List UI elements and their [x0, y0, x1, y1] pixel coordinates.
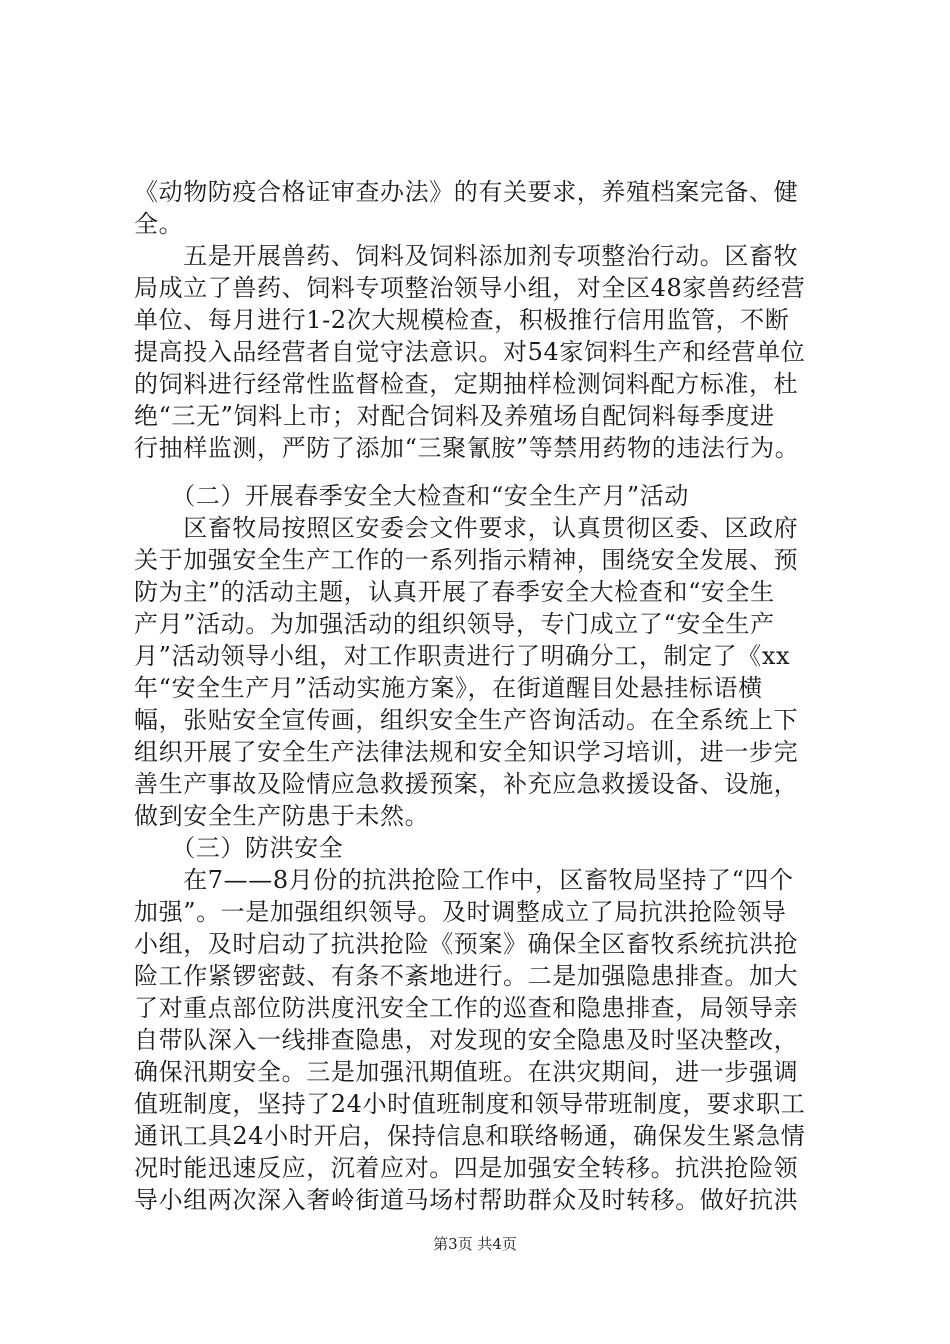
- text-line: 小组，及时启动了抗洪抢险《预案》确保全区畜牧系统抗洪抢: [134, 930, 799, 958]
- text-line: 年“安全生产月”活动实施方案》，在街道醒目处悬挂标语横: [134, 674, 763, 702]
- text-line: 况时能迅速反应，沉着应对。四是加强安全转移。抗洪抢险领: [134, 1154, 799, 1182]
- text-line: 善生产事故及险情应急救援预案，补充应急救援设备、设施，: [134, 770, 799, 798]
- section-heading: （三）防洪安全: [134, 834, 344, 862]
- text-line: 险工作紧锣密鼓、有条不紊地进行。二是加强隐患排查。加大: [134, 962, 799, 990]
- text-line: 五是开展兽药、饲料及饲料添加剂专项整治行动。区畜牧: [134, 242, 799, 270]
- text-line: 月”活动领导小组，对工作职责进行了明确分工，制定了《xx: [134, 642, 791, 670]
- text-line: 通讯工具24小时开启，保持信息和联络畅通，确保发生紧急情: [134, 1122, 806, 1150]
- text-line: 在7——8月份的抗洪抢险工作中，区畜牧局坚持了“四个: [134, 866, 794, 894]
- text-line: 行抽样监测，严防了添加“三聚氰胺”等禁用药物的违法行为。: [134, 434, 800, 462]
- text-line: 绝“三无”饲料上市；对配合饲料及养殖场自配饲料每季度进: [134, 402, 775, 430]
- text-line: 确保汛期安全。三是加强汛期值班。在洪灾期间，进一步强调: [134, 1058, 799, 1086]
- text-line: 区畜牧局按照区安委会文件要求，认真贯彻区委、区政府: [134, 514, 799, 542]
- text-line: 单位、每月进行1-2次大规模检查，积极推行信用监管，不断: [134, 306, 790, 334]
- text-line: 做到安全生产防患于未然。: [134, 802, 430, 830]
- text-line: 关于加强安全生产工作的一系列指示精神，围绕安全发展、预: [134, 546, 799, 574]
- page-number: 第3页 共4页: [433, 1235, 517, 1253]
- text-line: 产月”活动。为加强活动的组织领导，专门成立了“安全生产: [134, 610, 775, 638]
- text-line: 了对重点部位防洪度汛安全工作的巡查和隐患排查，局领导亲: [134, 994, 799, 1022]
- text-line: 全。: [134, 210, 184, 238]
- text-line: 值班制度，坚持了24小时值班制度和领导带班制度，要求职工: [134, 1090, 806, 1118]
- text-line: 幅，张贴安全宣传画，组织安全生产咨询活动。在全系统上下: [134, 706, 799, 734]
- text-line: 自带队深入一线排查隐患，对发现的安全隐患及时坚决整改，: [134, 1026, 799, 1054]
- text-line: 防为主”的活动主题，认真开展了春季安全大检查和“安全生: [134, 578, 775, 606]
- text-line: 局成立了兽药、饲料专项整治领导小组，对全区48家兽药经营: [134, 274, 806, 302]
- text-line: 的饲料进行经常性监督检查，定期抽样检测饲料配方标准，杜: [134, 370, 799, 398]
- text-line: 提高投入品经营者自觉守法意识。对54家饲料生产和经营单位: [134, 338, 806, 366]
- text-line: 组织开展了安全生产法律法规和安全知识学习培训，进一步完: [134, 738, 799, 766]
- text-line: 加强”。一是加强组织领导。及时调整成立了局抗洪抢险领导: [134, 898, 787, 926]
- text-line: 导小组两次深入奢岭街道马场村帮助群众及时转移。做好抗洪: [134, 1186, 799, 1214]
- text-line: 《动物防疫合格证审查办法》的有关要求，养殖档案完备、健: [134, 178, 799, 206]
- section-heading: （二）开展春季安全大检查和“安全生产月”活动: [134, 482, 689, 510]
